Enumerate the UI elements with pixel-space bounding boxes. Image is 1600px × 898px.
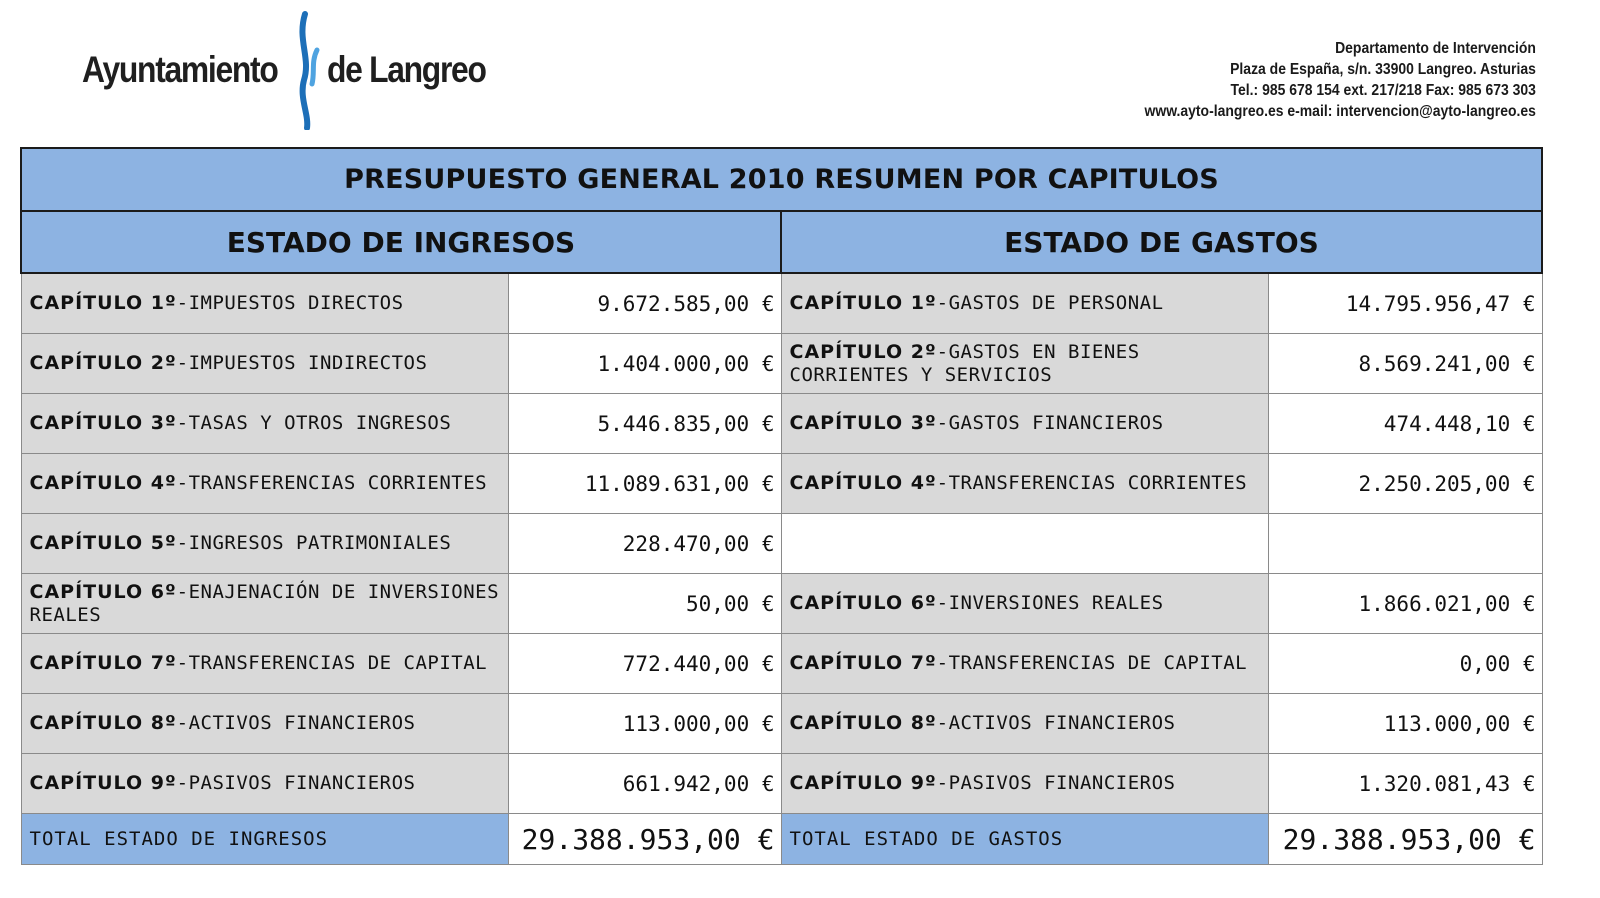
ingresos-amount: 50,00 €	[508, 574, 781, 634]
total-gastos-label: TOTAL ESTADO DE GASTOS	[781, 814, 1268, 865]
gastos-header: ESTADO DE GASTOS	[781, 211, 1542, 273]
ingresos-label: CAPÍTULO 6º-ENAJENACIÓN DE INVERSIONES REALES	[21, 574, 508, 634]
gastos-label: CAPÍTULO 8º-ACTIVOS FINANCIEROS	[781, 694, 1268, 754]
ingresos-amount: 228.470,00 €	[508, 514, 781, 574]
total-gastos-amount: 29.388.953,00 €	[1268, 814, 1542, 865]
table-row	[21, 694, 1542, 754]
logo	[82, 10, 512, 130]
ingresos-label: CAPÍTULO 4º-TRANSFERENCIAS CORRIENTES	[21, 454, 508, 514]
gastos-amount: 113.000,00 €	[1268, 694, 1542, 754]
gastos-amount: 0,00 €	[1268, 634, 1542, 694]
table-row	[21, 754, 1542, 814]
gastos-amount: 1.320.081,43 €	[1268, 754, 1542, 814]
gastos-amount: 1.866.021,00 €	[1268, 574, 1542, 634]
table-row	[21, 394, 1542, 454]
ingresos-amount: 772.440,00 €	[508, 634, 781, 694]
total-ingresos-label: TOTAL ESTADO DE INGRESOS	[21, 814, 508, 865]
ingresos-label: CAPÍTULO 5º-INGRESOS PATRIMONIALES	[21, 514, 508, 574]
gastos-amount: 14.795.956,47 €	[1268, 273, 1542, 334]
gastos-label: CAPÍTULO 2º-GASTOS EN BIENES CORRIENTES Y SERVICIOS	[781, 334, 1268, 394]
ingresos-label: CAPÍTULO 1º-IMPUESTOS DIRECTOS	[21, 273, 508, 334]
ingresos-label: CAPÍTULO 9º-PASIVOS FINANCIEROS	[21, 754, 508, 814]
ingresos-label: CAPÍTULO 7º-TRANSFERENCIAS DE CAPITAL	[21, 634, 508, 694]
gastos-amount: 2.250.205,00 €	[1268, 454, 1542, 514]
ingresos-amount: 661.942,00 €	[508, 754, 781, 814]
gastos-label: CAPÍTULO 7º-TRANSFERENCIAS DE CAPITAL	[781, 634, 1268, 694]
table-row	[21, 574, 1542, 634]
logo-text-right: de Langreo	[327, 49, 486, 90]
ingresos-header: ESTADO DE INGRESOS	[21, 211, 781, 273]
gastos-amount-empty	[1268, 514, 1542, 574]
ingresos-amount: 1.404.000,00 €	[508, 334, 781, 394]
ingresos-amount: 113.000,00 €	[508, 694, 781, 754]
gastos-label: CAPÍTULO 6º-INVERSIONES REALES	[781, 574, 1268, 634]
total-ingresos-amount: 29.388.953,00 €	[508, 814, 781, 865]
table-row	[21, 334, 1542, 394]
table-row	[21, 514, 1542, 574]
gastos-label: CAPÍTULO 9º-PASIVOS FINANCIEROS	[781, 754, 1268, 814]
ingresos-amount: 9.672.585,00 €	[508, 273, 781, 334]
total-row	[21, 814, 1542, 865]
ingresos-amount: 5.446.835,00 €	[508, 394, 781, 454]
ingresos-label: CAPÍTULO 3º-TASAS Y OTROS INGRESOS	[21, 394, 508, 454]
contact-web-email[interactable]: www.ayto-langreo.es e-mail: intervencion@ayto-langreo.es	[1144, 103, 1536, 120]
contact-department: Departamento de Intervención	[1335, 40, 1536, 57]
ingresos-label: CAPÍTULO 2º-IMPUESTOS INDIRECTOS	[21, 334, 508, 394]
budget-table	[20, 147, 1543, 865]
ingresos-amount: 11.089.631,00 €	[508, 454, 781, 514]
gastos-label: CAPÍTULO 4º-TRANSFERENCIAS CORRIENTES	[781, 454, 1268, 514]
table-row	[21, 273, 1542, 334]
table-row	[21, 634, 1542, 694]
logo-text-left: Ayuntamiento	[82, 49, 278, 90]
gastos-label: CAPÍTULO 1º-GASTOS DE PERSONAL	[781, 273, 1268, 334]
table-title: PRESUPUESTO GENERAL 2010 RESUMEN POR CAPITULOS	[21, 148, 1542, 211]
contact-block	[1145, 38, 1536, 122]
logo-wave-icon	[291, 10, 329, 130]
table-row	[21, 454, 1542, 514]
gastos-amount: 474.448,10 €	[1268, 394, 1542, 454]
gastos-label: CAPÍTULO 3º-GASTOS FINANCIEROS	[781, 394, 1268, 454]
gastos-amount: 8.569.241,00 €	[1268, 334, 1542, 394]
ingresos-label: CAPÍTULO 8º-ACTIVOS FINANCIEROS	[21, 694, 508, 754]
contact-phone: Tel.: 985 678 154 ext. 217/218 Fax: 985 673 303	[1230, 82, 1536, 99]
contact-address: Plaza de España, s/n. 33900 Langreo. Asturias	[1230, 61, 1536, 78]
gastos-label-empty	[781, 514, 1268, 574]
